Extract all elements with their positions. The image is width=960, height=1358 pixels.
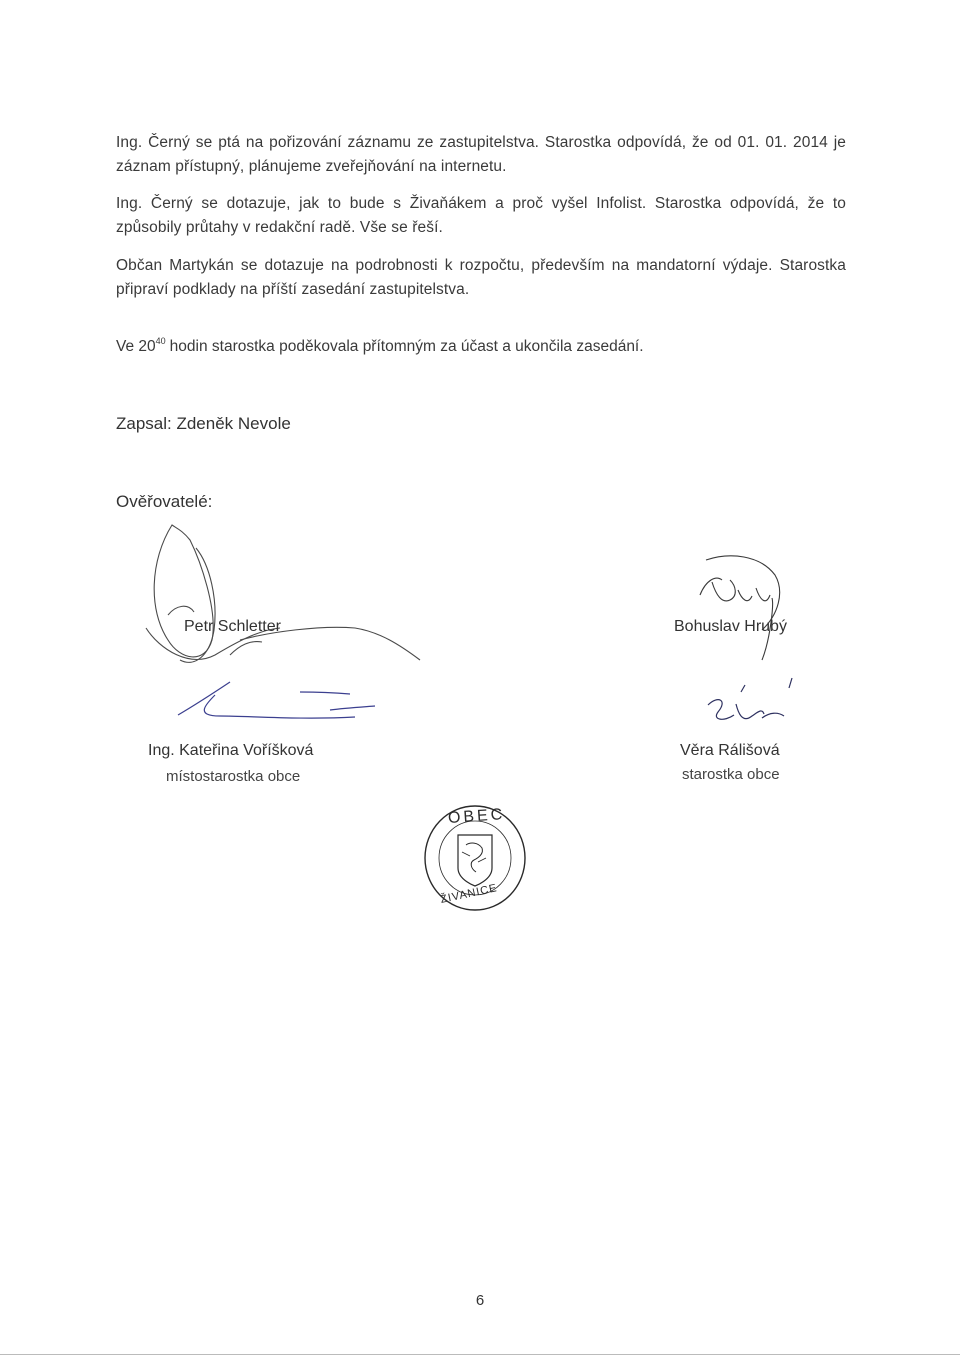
signature-hruby [700,556,780,660]
recorder-line: Zapsal: Zdeněk Nevole [116,414,291,433]
closing-minutes: 40 [155,336,166,346]
verifier-1-name: Petr Schletter [184,618,281,635]
deputy-mayor-role: místostarostka obce [166,768,301,785]
paragraph-zivanak: Ing. Černý se dotazuje, jak to bude s Živaňákem a proč vyšel Infolist. Starostka odpovídá, že to způsobily průtahy v redakční radě. Vše se řeší. [116,195,846,236]
mayor-name: Věra Rálišová [680,742,780,759]
page-number: 6 [475,1292,485,1309]
paragraph-budget: Občan Martykán se dotazuje na podrobnosti k rozpočtu, především na mandatorní výdaje. Starostka připraví podklady na příští zasedání zastupitelstva. [116,257,846,298]
deputy-mayor-name: Ing. Kateřina Voříšková [148,742,314,759]
signature-ralisova [708,678,792,719]
verifier-2-name: Bohuslav Hrubý [674,618,787,635]
signature-schletter [146,525,420,662]
stamp-bottom-text: ŽIVANICE [439,882,499,906]
signature-voriskova [178,682,375,718]
page-bottom-edge [0,1354,960,1355]
closing-prefix: Ve 20 [116,338,156,355]
paragraph-recording: Ing. Černý se ptá na pořizování záznamu ze zastupitelstva. Starostka odpovídá, že od 01. 01. 2014 je záznam přístupný, plánujeme zveřejňování na internetu. [116,134,846,175]
closing-text: hodin starostka poděkovala přítomným za účast a ukončila zasedání. [169,338,644,355]
closing-sentence [116,336,644,356]
mayor-role: starostka obce [682,766,780,783]
verifiers-heading: Ověřovatelé: [116,492,213,511]
stamp-top-text: OBEC [447,806,506,827]
